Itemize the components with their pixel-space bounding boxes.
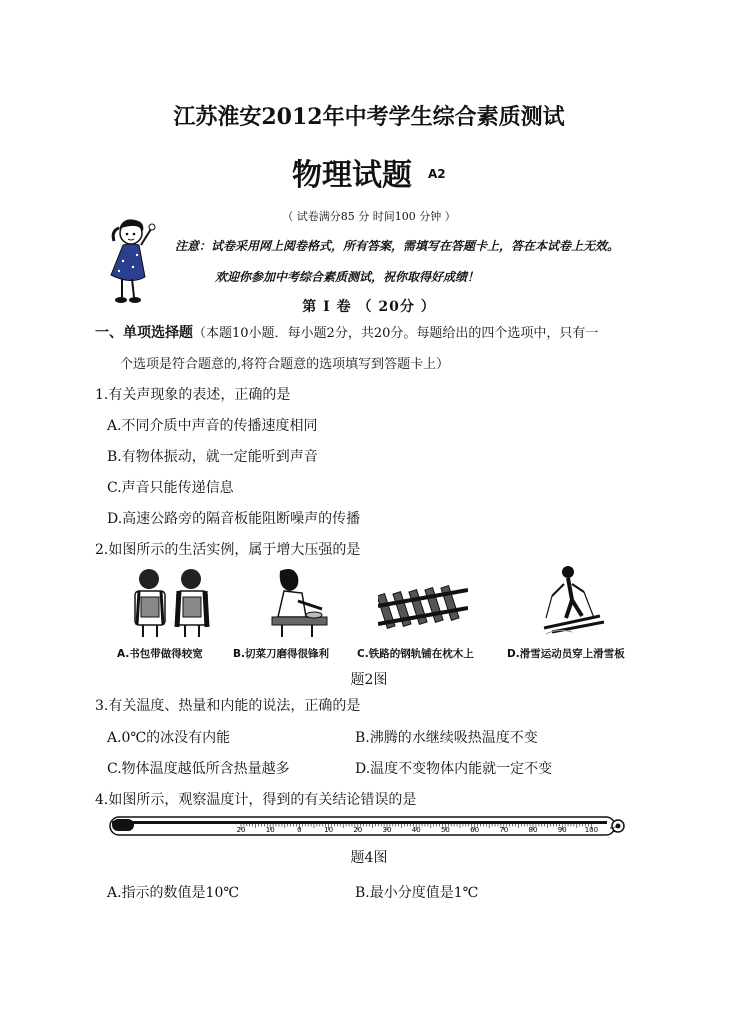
question-2-stem: 2.如图所示的生活实例，属于增大压强的是 [95,542,361,558]
part1-instructions-line2: 个选项是符合题意的,将符合题意的选项填写到答题卡上） [120,357,450,372]
figure-d-label: D.滑雪运动员穿上滑雪板 [507,648,625,660]
notice-text: 注意：试卷采用网上阅卷格式，所有答案，需填写在答题卡上，答在本试卷上无效。 [175,239,620,253]
exam-title: 江苏淮安2012年中考学生综合素质测试 [173,104,565,130]
question-4-option-b: B.最小分度值是1℃ [355,885,479,901]
question-3-option-a: A.0℃的冰没有内能 [107,730,231,746]
thermometer-scale-label: 80 [528,826,538,834]
question-3-stem: 3.有关温度、热量和内能的说法，正确的是 [95,698,361,714]
thermometer-scale-label: 0 [297,826,302,834]
thermometer-scale-label: 40 [411,826,421,834]
question-4-stem: 4.如图所示，观察温度计，得到的有关结论错误的是 [95,792,417,808]
thermometer-scale-label: 20 [353,826,363,834]
figure-a-backpack-illustration [125,565,220,640]
question-3-option-b: B.沸腾的水继续吸热温度不变 [355,730,538,746]
figure-c-label: C.铁路的钢轨铺在枕木上 [357,648,474,660]
thermometer-scale-label: 60 [470,826,480,834]
question-3-option-d: D.温度不变物体内能就一定不变 [355,761,553,777]
exam-info: （ 试卷满分85 分 时间100 分钟 ） [282,210,456,223]
question-1-option-c: C.声音只能传递信息 [107,480,234,496]
figure-2-caption: 题2图 [350,672,388,688]
part1-heading: 一、单项选择题 [95,325,193,341]
thermometer-unit-label: ℃ [609,826,618,834]
question-1-option-b: B.有物体振动，就一定能听到声音 [107,449,318,465]
question-4-option-a: A.指示的数值是10℃ [107,885,240,901]
version-tag: A2 [428,167,446,181]
figure-4-caption: 题4图 [350,850,388,866]
thermometer-scale-label: 10 [265,826,275,834]
part1-instructions: （本题10小题．每小题2分，共20分。每题给出的四个选项中，只有一 [193,326,599,341]
subject-title: 物理试题 [292,158,412,193]
figure-c-railway-illustration [378,580,468,638]
figure-d-skier-illustration [538,562,608,640]
section-title: 第 Ⅰ 卷 （ 20分 ） [302,299,436,315]
thermometer-scale-label: 90 [557,826,567,834]
question-3-option-c: C.物体温度越低所含热量越多 [107,761,290,777]
question-1-stem: 1.有关声现象的表述，正确的是 [95,387,291,403]
thermometer-illustration [108,812,630,840]
thermometer-scale-label: 30 [382,826,392,834]
part1-instructions-line1 [95,322,598,342]
figure-b-knife-illustration [262,565,337,640]
figure-a-label: A.书包带做得较宽 [117,648,203,660]
welcome-text: 欢迎你参加中考综合素质测试，祝你取得好成绩！ [215,270,480,284]
thermometer-scale-label: 100 [584,826,599,834]
question-1-option-a: A.不同介质中声音的传播速度相同 [107,418,318,434]
question-1-option-d: D.高速公路旁的隔音板能阻断噪声的传播 [107,511,361,527]
figure-b-label: B.切菜刀磨得很锋利 [233,648,329,660]
thermometer-scale-label: 10 [324,826,334,834]
thermometer-scale-label: 70 [499,826,509,834]
thermometer-scale-label: 20 [236,826,246,834]
thermometer-scale-label: 50 [440,826,450,834]
